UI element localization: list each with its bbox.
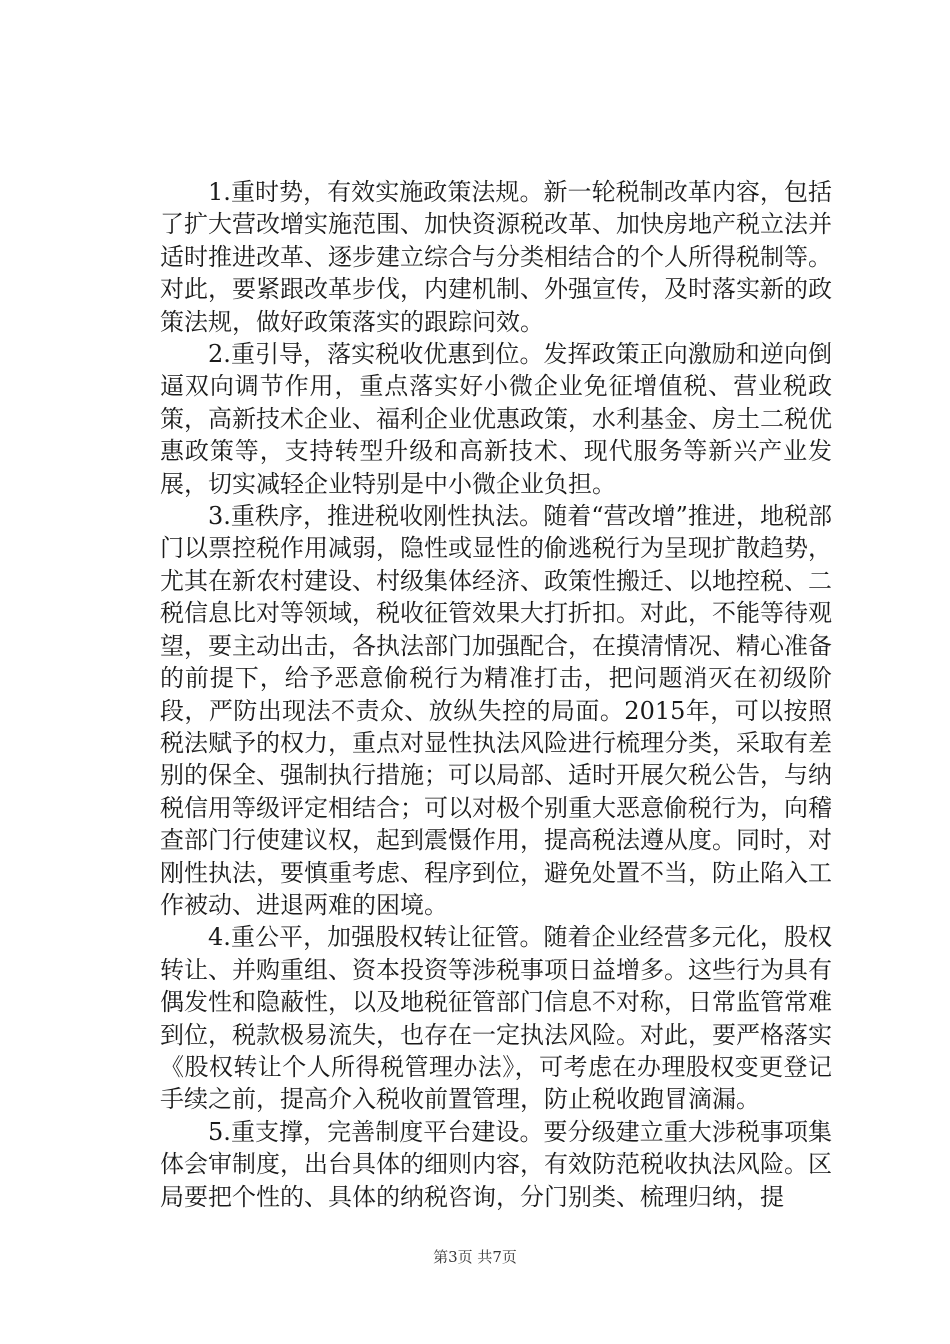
paragraph-5: 5.重支撑，完善制度平台建设。要分级建立重大涉税事项集体会审制度，出台具体的细则内容，有效防范税收执法风险。区局要把个性的、具体的纳税咨询，分门别类、梳理归纳，提 [160, 1117, 832, 1211]
document-body [160, 176, 832, 1213]
paragraph-3: 3.重秩序，推进税收刚性执法。随着“营改增”推进，地税部门以票控税作用减弱，隐性或显性的偷逃税行为呈现扩散趋势，尤其在新农村建设、村级集体经济、政策性搬迁、以地控税、二税信息比对等领域，税收征管效果大打折扣。对此，不能等待观望，要主动出击，各执法部门加强配合，在摸清情况、精心准备的前提下，给予恶意偷税行为精准打击，把问题消灭在初级阶段，严防出现法不责众、放纵失控的局面。2015年，可以按照税法赋予的权力，重点对显性执法风险进行梳理分类，采取有差别的保全、强制执行措施；可以局部、适时开展欠税公告，与纳税信用等级评定相结合；可以对极个别重大恶意偷税行为，向稽查部门行使建议权，起到震慑作用，提高税法遵从度。同时，对刚性执法，要慎重考虑、程序到位，避免处置不当，防止陷入工作被动、进退两难的困境。 [160, 502, 832, 919]
paragraph-1: 1.重时势，有效实施政策法规。新一轮税制改革内容，包括了扩大营改增实施范围、加快资源税改革、加快房地产税立法并适时推进改革、逐步建立综合与分类相结合的个人所得税制等。对此，要紧跟改革步伐，内建机制、外强宣传，及时落实新的政策法规，做好政策落实的跟踪问效。 [160, 178, 832, 336]
paragraph-4: 4.重公平，加强股权转让征管。随着企业经营多元化，股权转让、并购重组、资本投资等涉税事项日益增多。这些行为具有偶发性和隐蔽性，以及地税征管部门信息不对称，日常监管常难到位，税款极易流失，也存在一定执法风险。对此，要严格落实《股权转让个人所得税管理办法》，可考虑在办理股权变更登记手续之前，提高介入税收前置管理，防止税收跑冒滴漏。 [160, 923, 832, 1114]
page-number-footer: 第3页 共7页 [433, 1248, 517, 1266]
paragraph-2: 2.重引导，落实税收优惠到位。发挥政策正向激励和逆向倒逼双向调节作用，重点落实好小微企业免征增值税、营业税政策，高新技术企业、福利企业优惠政策，水利基金、房土二税优惠政策等，支持转型升级和高新技术、现代服务等新兴产业发展，切实减轻企业特别是中小微企业负担。 [160, 340, 832, 498]
